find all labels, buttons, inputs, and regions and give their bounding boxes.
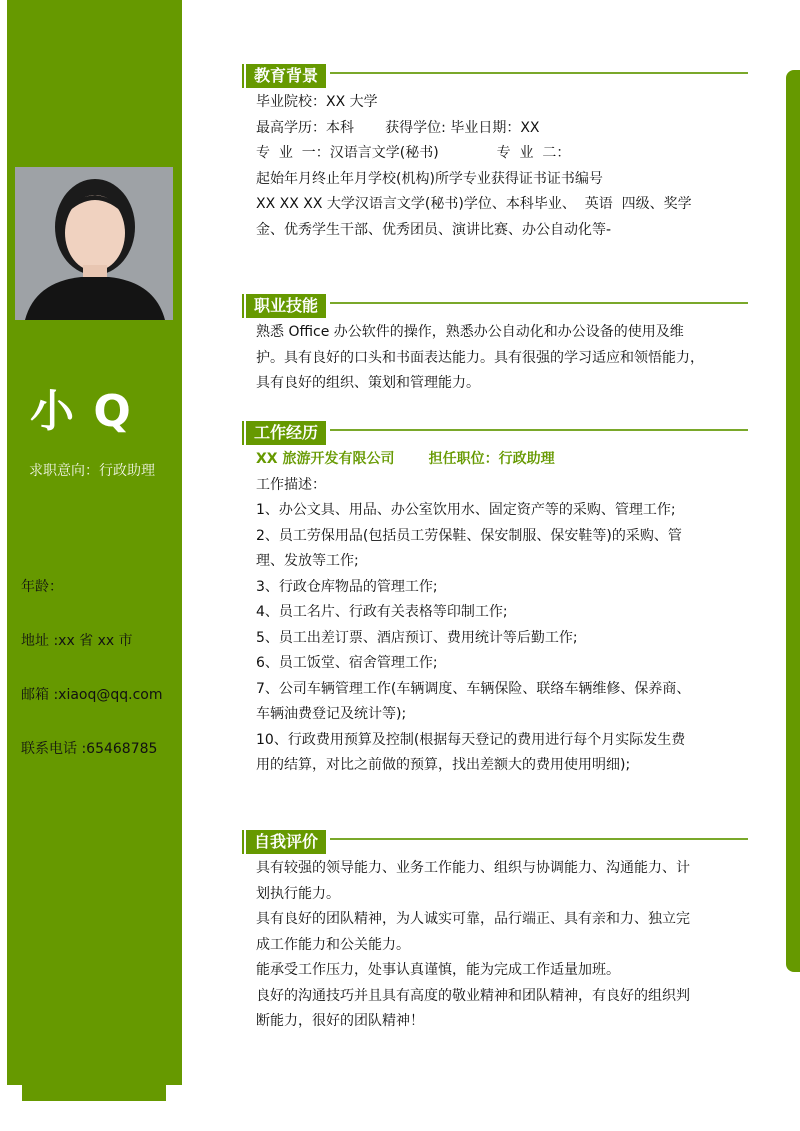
text-line: 工作描述： [256,476,326,493]
text-line: 6、员工饭堂、宿舍管理工作; [256,655,438,671]
age: 年龄： [21,579,63,595]
phone: 联系电话 :65468785 [21,741,158,757]
education-lines [240,88,750,243]
text-line: 专 业 一：汉语言文学(秘书) 专 业 二： [256,145,571,161]
section-title: 自我评价 [246,830,326,854]
work-section [240,421,750,779]
text-line: 用的结算，对比之前做的预算，找出差额大的费用使用明细); [256,757,631,773]
text-line: 金、优秀学生干部、优秀团员、演讲比赛、办公自动化等- [256,221,612,238]
text-line: 能承受工作压力，处事认真谨慎，能为完成工作适量加班。 [256,962,620,978]
text-line: 划执行能力。 [256,885,340,902]
skills-section [240,294,750,397]
education-section [240,64,750,243]
profile-photo [15,167,173,320]
text-line: 断能力，很好的团队精神！ [256,1013,424,1029]
sidebar-bottom-tab [22,1085,166,1101]
self-eval-section [240,830,750,1035]
text-line: 护。具有良好的口头和书面表达能力。具有很强的学习适应和领悟能力， [256,349,704,366]
work-lines [240,473,750,779]
text-line: 最高学历：本科 获得学位: 毕业日期：XX [256,119,540,136]
text-line: 4、员工名片、行政有关表格等印制工作; [256,604,508,620]
text-line: XX XX XX 大学汉语言文学(秘书)学位、本科毕业、 英语 四级、奖学 [256,196,692,212]
text-line: 车辆油费登记及统计等); [256,706,407,722]
address: 地址 :xx 省 xx 市 [21,633,133,649]
job-intent: 求职意向：行政助理 [29,463,155,479]
text-line: 具有良好的组织、策划和管理能力。 [256,375,480,391]
right-accent-bar [786,70,800,972]
sidebar [7,0,182,1085]
text-line: 毕业院校：XX 大学 [256,94,378,110]
text-line: 7、公司车辆管理工作(车辆调度、车辆保险、联络车辆维修、保养商、 [256,680,691,697]
text-line: 理、发放等工作; [256,553,359,569]
text-line: 起始年月终止年月学校(机构)所学专业获得证书证书编号 [256,170,603,187]
email: 邮箱 :xiaoq@qq.com [21,687,163,703]
text-line: 3、行政仓库物品的管理工作; [256,578,438,595]
text-line: 5、员工出差订票、酒店预订、费用统计等后勤工作; [256,629,578,646]
text-line: 10、行政费用预算及控制(根据每天登记的费用进行每个月实际发生费 [256,731,686,748]
text-line: 1、办公文具、用品、办公室饮用水、固定资产等的采购、管理工作; [256,502,676,518]
skills-lines [240,318,750,397]
section-title: 教育背景 [246,64,326,88]
text-line: 熟悉 Office 办公软件的操作，熟悉办公自动化和办公设备的使用及维 [256,324,684,340]
text-line: 成工作能力和公关能力。 [256,936,410,953]
text-line: 2、员工劳保用品(包括员工劳保鞋、保安制服、保安鞋等)的采购、管 [256,527,682,544]
company-line: XX 旅游开发有限公司 担任职位：行政助理 [256,451,555,467]
self-eval-lines [240,854,750,1035]
section-title: 工作经历 [246,421,326,445]
text-line: 具有较强的领导能力、业务工作能力、组织与协调能力、沟通能力、计 [256,860,690,876]
text-line: 具有良好的团队精神，为人诚实可靠，品行端正、具有亲和力、独立完 [256,911,690,927]
section-title: 职业技能 [246,294,326,318]
candidate-name: 小 Q [30,386,133,437]
text-line: 良好的沟通技巧并且具有高度的敬业精神和团队精神，有良好的组织判 [256,987,690,1004]
